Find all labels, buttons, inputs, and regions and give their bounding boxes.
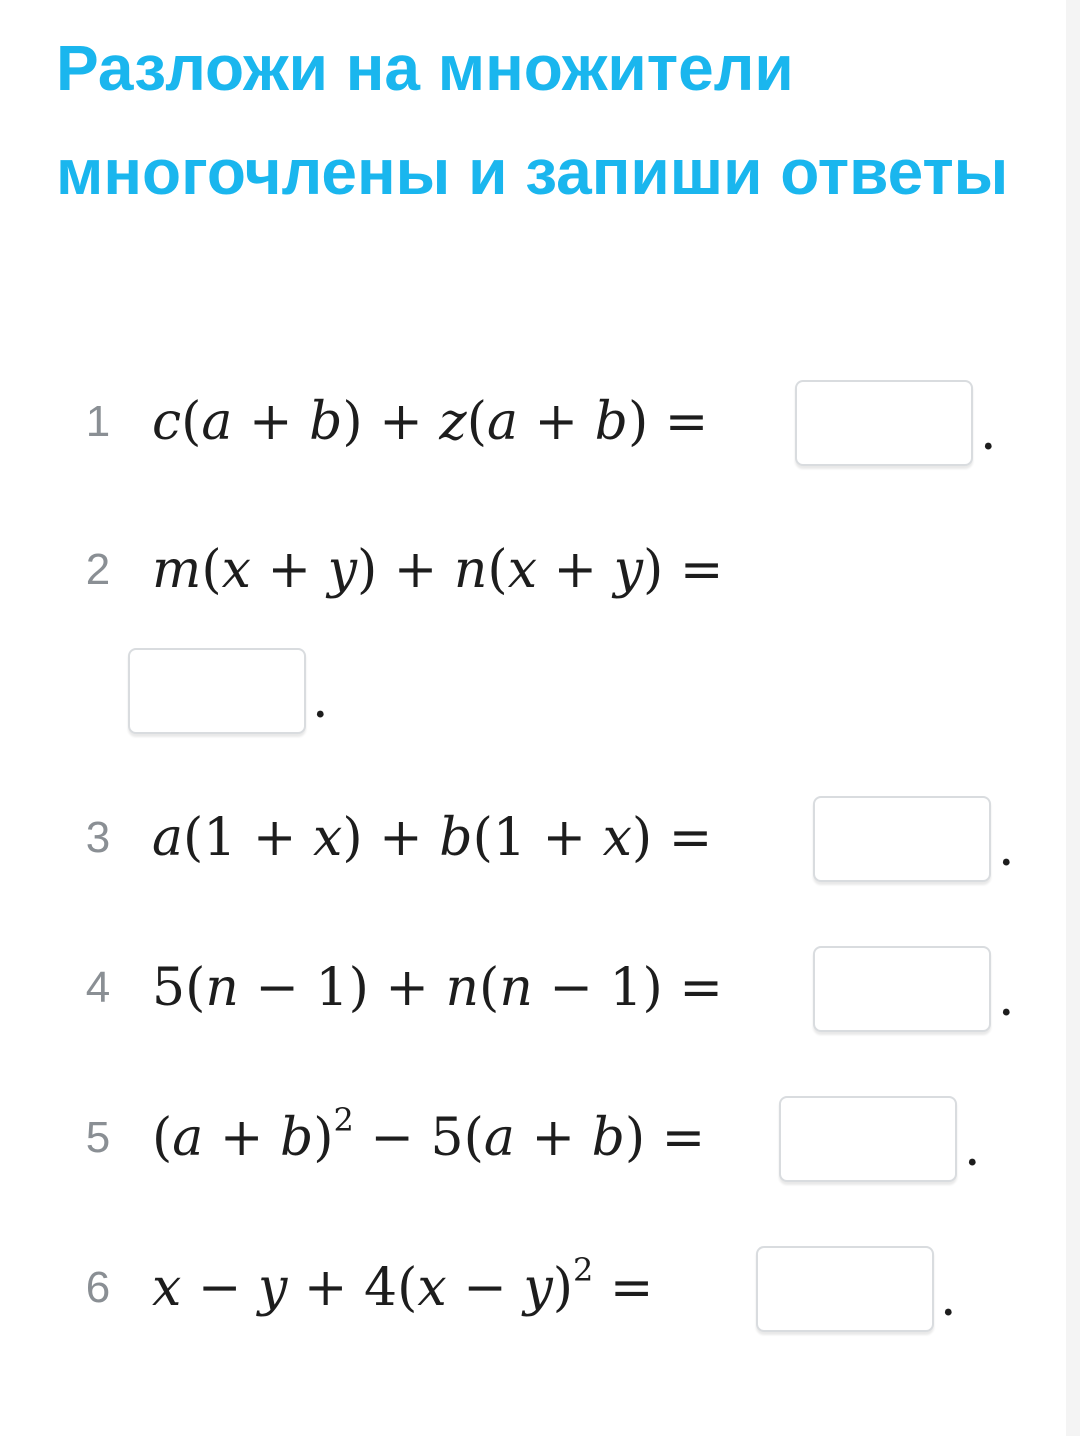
task-period: . bbox=[940, 1268, 957, 1328]
task-number: 2 bbox=[85, 545, 111, 594]
task-period: . bbox=[312, 670, 329, 730]
answer-input-2[interactable] bbox=[128, 648, 306, 734]
task-period: . bbox=[998, 818, 1015, 878]
task-expression: $(a + b)^2 - 5(a + b)$ = bbox=[152, 1101, 706, 1168]
task-number: 3 bbox=[85, 813, 111, 862]
answer-input-1[interactable] bbox=[795, 380, 973, 466]
answer-input-4[interactable] bbox=[813, 946, 991, 1032]
task-expression: m(x + y) + n(x + y) = bbox=[152, 540, 724, 600]
page-title: Разложи на множители многочлены и запиши ответы bbox=[56, 32, 1009, 208]
task-period: . bbox=[980, 402, 997, 462]
task-number: 5 bbox=[85, 1113, 111, 1162]
task-period: . bbox=[998, 968, 1015, 1028]
task-2 bbox=[78, 520, 1008, 620]
task-number: 1 bbox=[85, 397, 111, 446]
task-expression: $x - y + 4(x - y)^2$ = bbox=[152, 1251, 654, 1318]
task-expression: c(a + b) + z(a + b) = bbox=[152, 392, 709, 452]
answer-input-3[interactable] bbox=[813, 796, 991, 882]
task-number: 6 bbox=[85, 1263, 111, 1312]
scrollbar-track bbox=[1066, 0, 1080, 1436]
answer-input-5[interactable] bbox=[779, 1096, 957, 1182]
task-number: 4 bbox=[85, 963, 111, 1012]
task-expression: a(1 + x) + b(1 + x) = bbox=[152, 808, 713, 868]
task-expression: 5(n − 1) + n(n − 1) = bbox=[152, 958, 723, 1018]
task-period: . bbox=[964, 1118, 981, 1178]
answer-input-6[interactable] bbox=[756, 1246, 934, 1332]
